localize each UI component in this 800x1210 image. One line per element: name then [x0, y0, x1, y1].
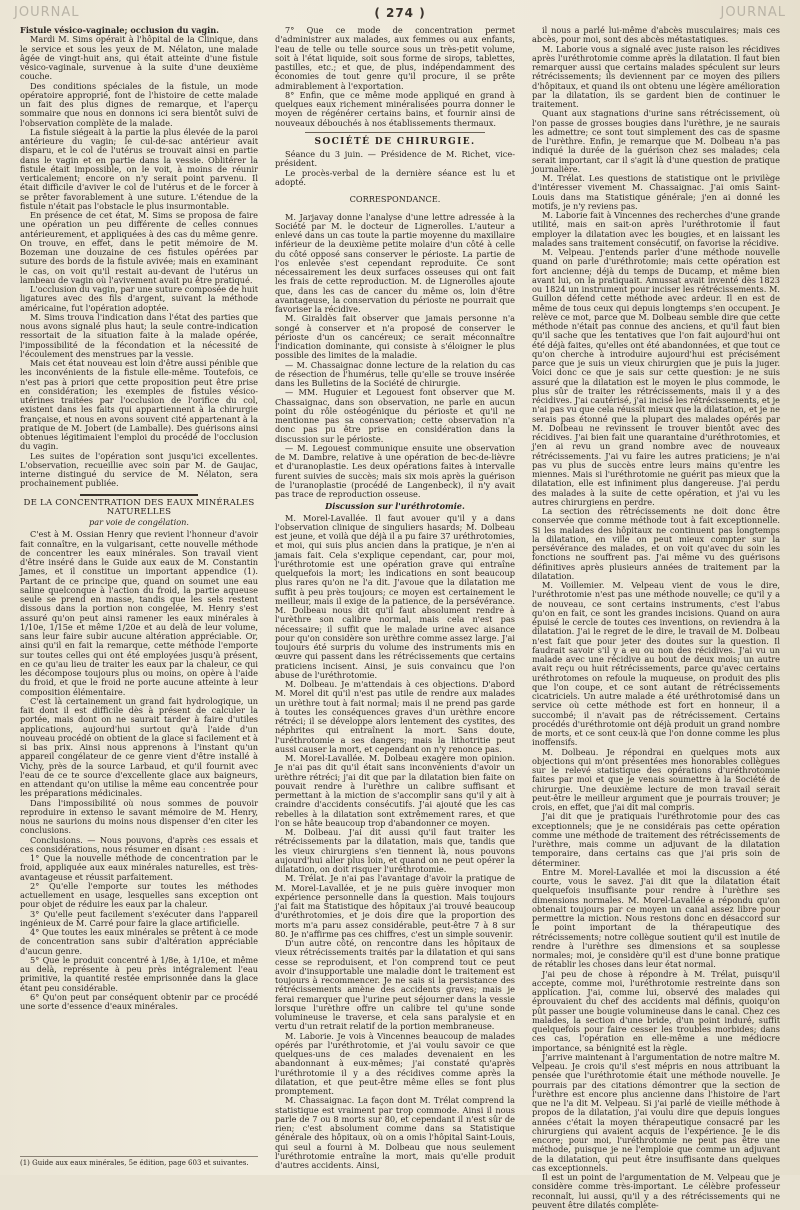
- paragraph: — M. Legouest communique ensuite une observation de M. Dambre, relative à une opération de bec-de-lièvre et d'uranoplastie. Les deux opérations faites à intervalle furent suivies de succès; mais six mois après la guérison de l'uranoplastie (procédé de Langenbeck), il n'y avait pas trace de reproduction osseuse.: [275, 442, 515, 500]
- paragraph: C'est là certainement un grand fait hydrologique, un fait dont il est difficile dès à présent de calculer la portée, mais dont on ne saurait tarder à faire d'utiles applications, aujourd'hui surtout qu'à l'aide d'un nouveau procédé on obtient de la glace si facilement et à si bas prix. Ainsi nous apprenons à l'instant qu'un appareil congélateur de ce genre vient d'être installé à Vichy, près de la source Larbaud, et qu'il fournit avec l'eau de ce te source d'excellente glace aux baigneurs, en attendant qu'on utilise la même eau concentrée pour les préparations médicinales.: [20, 695, 258, 799]
- society-heading: SOCIÉTÉ DE CHIRURGIE.: [314, 136, 476, 147]
- paragraph: 6° Qu'on peut par conséquent obtenir par ce procédé une sorte d'essence d'eaux minérales.: [20, 991, 258, 1011]
- paragraph: M. Sims trouva l'indication dans l'état des parties que nous avons signalé plus haut; la seule contre-indication ressortait de la situation faite à la malade opérée, l'impossibilité de la fécondation et la nécessité de l'écoulement des menstrues par la vessie.: [20, 311, 258, 359]
- bleedthrough-right: JOURNAL: [720, 5, 786, 20]
- page-header: [0, 2, 800, 24]
- bleedthrough-left: JOURNAL: [14, 5, 80, 20]
- paragraph: 5° Que le produit concentré à 1/8e, à 1/10e, et même au delà, représente à peu près intégralement l'eau primitive, la quantité restée emprisonnée dans la glace étant peu considérable.: [20, 954, 258, 993]
- paragraph: — M. Chassaignac donne lecture de la relation du cas de résection de l'humérus, telle qu'elle se trouve insérée dans les Bulletins de la Société de chirurgie.: [275, 359, 515, 389]
- paragraph: M. Dolbeau. J'ai dit aussi qu'il faut traiter les rétrécissements par la dilatation, mais que, tandis que les vieux chirurgiens s'en tiennent là, nous pouvons aujourd'hui aller plus loin, et quand on ne peut opérer la dilatation, on doit risquer l'uréthrotomie.: [275, 827, 515, 875]
- paragraph: Mardi M. Sims opérait à l'hôpital de la Clinique, dans le service et sous les yeux de M. Nélaton, une malade âgée de vingt-huit ans, qui était atteinte d'une fistule vésico-vaginale, survenue à la suite d'une deuxième couche.: [20, 34, 258, 82]
- article-subtitle-eaux: par voie de congélation.: [88, 517, 190, 527]
- paragraph: M. Trélat. Je n'ai pas l'avantage d'avoir la pratique de M. Morel-Lavallée, et je ne puis guère invoquer mon expérience personnelle dans la question. Mais toujours j'ai fait ma Statistique des hôpitaux j'ai trouvé beaucoup d'uréthrotomies, et je dois dire que la proportion des morts m'a paru assez considérable, peut-être 7 à 8 sur 80. Je n'affirme pas ces chiffres, c'est un simple souvenir.: [275, 873, 515, 939]
- paragraph: 3° Qu'elle peut facilement s'exécuter dans l'appareil ingénieux de M. Carré pour faire la glace artificielle.: [20, 908, 258, 928]
- paragraph: M. Morel-Lavallée. Il faut avouer qu'il y a dans l'observation clinique de singuliers hasards; M. Dolbeau est jeune, et voilà que déjà il a pu faire 37 uréthrotomies, et moi, qui suis plus ancien dans la pratique, je n'en ai jamais fait. Cela s'explique cependant, car, pour moi, l'uréthrotomie est une opération grave qui entraîne quelquefois la mort; les indications en sont beaucoup plus rares qu'on ne l'a dit. J'avoue que la dilatation me suffit à peu près toujours; ce moyen est certainement le meilleur, mais il exige de la patience, de la persévérance. M. Dolbeau nous dit qu'il faut absolument rendre à l'urèthre son calibre normal, mais cela n'est pas nécessaire; il suffit que le malade urine avec aisance pour qu'on considère son urèthre comme assez large. J'ai toujours été surpris du volume des instruments mis en œuvre qui passent dans les rétrécissements que certains praticiens incisent. Ainsi, je suis convaincu que l'on abuse de l'uréthrotomie.: [275, 512, 515, 680]
- seance-line: Séance du 3 juin. — Présidence de M. Richet, vice-président.: [275, 149, 515, 169]
- paragraph: M. Voillemier. M. Velpeau vient de vous le dire, l'uréthrotomie n'est pas une méthode nouvelle; ce qu'il y a de nouveau, ce sont certains instruments, c'est l'abus qu'on en fait, ce sont les grandes incisions. Quand on aura épuisé le cercle de toutes ces inventions, on reviendra à la dilatation. J'ai le regret de le dire, le travail de M. Dolbeau n'est fait que pour jeter des doutes sur la question. Il faudrait savoir s'il y a eu ou non des récidives. J'ai vu un malade avec une récidive au bout de deux mois; un autre avait reçu ou huit rétrécissements, parce qu'avec certains uréthrotomes on refoule la muqueuse, on produit des plis que l'on coupe, et ce sont autant de rétrécissements cicatriciels. Un autre malade a été uréthrotomisé dans un service où cette méthode est fort en honneur, il a succombé; il n'avait pas de rétrécissement. Certains procédés d'uréthrotomie ont déjà produit un grand nombre de morts, et ce sont ceux-là que l'on donne comme les plus inoffensifs.: [532, 580, 780, 748]
- paragraph: Conclusions. — Nous pouvons, d'après ces essais et ces considérations, nous résumer en disant :: [20, 834, 258, 854]
- column-right: [532, 25, 780, 1210]
- paragraph: Les suites de l'opération sont jusqu'ici excellentes. L'observation, recueillie avec soin par M. de Gaujac, interne distingué du service de M. Nélaton, sera prochainement publiée.: [20, 450, 258, 489]
- paragraph: 2° Qu'elle l'emporte sur toutes les méthodes actuellement en usage, lesquelles sans exception ont pour objet de réduire les eaux par la chaleur.: [20, 880, 258, 910]
- paragraph: il nous a parlé lui-même d'abcès musculaires; mais ces abcès, pour moi, sont des abcès métastatiques.: [532, 25, 780, 45]
- paragraph: M. Laborie vous a signalé avec juste raison les récidives après l'uréthrotomie comme après la dilatation. Il faut bien remarquer aussi que certains malades spéculent sur leurs rétrécissements; ils deviennent par ce moyen des piliers d'hôpitaux, et quand ils ont obtenu une légère amélioration par la dilatation, ils se gardent bien de continuer le traitement.: [532, 43, 780, 109]
- paragraph: Dans l'impossibilité où nous sommes de pouvoir reproduire in extenso le savant mémoire de M. Henry, nous ne saurions du moins nous dispenser d'en citer les conclusions.: [20, 797, 258, 836]
- paragraph: En présence de cet état, M. Sims se proposa de faire une opération un peu différente de celles connues antérieurement, et appliquées à des cas du même genre. On trouve, en effet, dans le petit mémoire de M. Bozeman une douzaine de ces fistules opérées par suture des bords de la fistule avivée; mais en examinant le cas, on voit qu'il restait au-devant de l'utérus un lambeau de vagin où l'avivement avait pu être pratiqué.: [20, 210, 258, 285]
- paragraph: Mais cet état nouveau est loin d'être aussi pénible que les inconvénients de la fistule elle-même. Toutefois, ce n'est pas à priori que cette proposition peut être prise en considération; les exemples de fistules vésico-utérines traitées par l'occlusion de l'orifice du col, existent dans les faits qui appartiennent à la chirurgie française, et nous en avons souvent cité appartenant à la pratique de M. Jobert (de Lamballe). Des guérisons ainsi obtenues légitimaient l'emploi du procédé de l'occlusion du vagin.: [20, 358, 258, 452]
- paragraph: M. Morel-Lavallée. M. Dolbeau exagère mon opinion. Je n'ai pas dit qu'il était sans inconvénients d'avoir un urèthre rétréci; j'ai dit que par la dilatation bien faite on pouvait rendre à l'urèthre un calibre suffisant et permettant à la miction de s'accomplir sans qu'il y ait à craindre d'accidents consécutifs. J'ai ajouté que les cas rebelles à la dilatation sont extrêmement rares, et que l'on se hâte beaucoup trop d'abandonner ce moyen.: [275, 753, 515, 828]
- discussion-heading: Discussion sur l'uréthrotomie.: [325, 501, 465, 512]
- paragraph: M. Trélat. Les questions de statistique ont le privilège d'intéresser vivement M. Chassaignac. J'ai omis Saint-Louis dans ma Statistique générale; j'en ai donné les motifs, je n'y reviens pas.: [532, 173, 780, 211]
- paragraph: L'occlusion du vagin, par une suture composée de huit ligatures avec des fils d'argent, suivant la méthode américaine, fut l'opération adoptée.: [20, 284, 258, 313]
- paragraph: 4° Que toutes les eaux minérales se prêtent à ce mode de concentration sans subir d'altération appréciable d'aucun genre.: [20, 927, 258, 956]
- discussion-body: [275, 514, 515, 1171]
- proces-verbal-line: Le procès-verbal de la dernière séance est lu et adopté.: [275, 167, 515, 187]
- paragraph: 1° Que la nouvelle méthode de concentration par le froid, appliquée aux eaux minérales naturelles, est très-avantageuse et réussit parfaitement.: [20, 853, 258, 882]
- paragraph: J'arrive maintenant à l'argumentation de notre maître M. Velpeau. Je crois qu'il s'est mépris en nous attribuant la pensée que l'uréthrotomie était une méthode nouvelle. Je pourrais par des citations démontrer que la section de l'urèthre est encore plus ancienne dans l'histoire de l'art que ne l'a dit M. Velpeau. Si j'ai parlé de vieille méthode à propos de la dilatation, j'ai voulu dire que depuis longues années c'était la moyen thérapeutique consacré par les chirurgiens qui avaient acquis de l'expérience. Je le dis encore; pour moi, l'uréthrotomie ne peut pas être une méthode, puisque je ne l'emploie que comme un adjuvant de la dilatation, qui peut être insuffisante dans quelques cas exceptionnels.: [532, 1051, 780, 1173]
- paragraph: M. Jarjavay donne l'analyse d'une lettre adressée à la Société par M. le docteur de Lignerolles. L'auteur a enlevé dans un cas toute la partie moyenne du maxillaire inférieur de la deuxième petite molaire d'un côté à celle du côté opposé sans conserver le périoste. La partie de l'os enlevée s'est cependant reproduite. Ce sont nécessairement les deux surfaces osseuses qui ont fait les frais de cette reproduction. M. de Lignerolles ajoute que, dans les cas de cancer du même os, loin d'être avantageuse, la conservation du périoste ne pourrait que favoriser la récidive.: [275, 211, 515, 315]
- paragraph: La fistule siégeait à la partie la plus élevée de la paroi antérieure du vagin; le cul-de-sac antérieur avait disparu, et le col de l'utérus se trouvait ainsi en partie dans le vagin et en partie dans la vessie. Oblitérer la fistule était impossible, on le voit, à moins de réunir verticalement; encore on n'y serait point parvenu. Il était difficile d'aviver le col de l'utérus et de le forcer à se prêter favorablement à une suture. L'étendue de la fistule n'était pas l'obstacle le plus insurmontable.: [20, 126, 258, 211]
- paragraph: Il est un point de l'argumentation de M. Velpeau que je considère comme très-important. Le célèbre professeur reconnaît, lui aussi, qu'il y a des rétrécissements qui ne peuvent être dilatés complète-: [532, 1172, 780, 1210]
- paragraph: Entre M. Morel-Lavallée et moi la discussion a été courte, vous le savez. J'ai dit que la dilatation était quelquefois insuffisante pour rendre à l'urèthre ses dimensions normales. M. Morel-Lavallée a répondu qu'on obtenait toujours par ce moyen un canal assez libre pour permettre la miction. Nous restons donc en désaccord sur le point important de la thérapeutique des rétrécissements; notre collègue soutient qu'il est inutile de rendre à l'urèthre ses dimensions et sa souplesse normales; moi, je considère qu'il est d'une bonne pratique de rétablir les choses dans leur état normal.: [532, 866, 780, 970]
- paragraph: 8° Enfin, que ce même mode appliqué en grand à quelques eaux richement minéralisées pourra donner le moyen de régénérer certains bains, et fournir ainsi de nouveaux débouchés à nos établissements thermaux.: [275, 89, 515, 128]
- footnote: (1) Guide aux eaux minérales, 5e édition, page 603 et suivantes.: [20, 1156, 258, 1167]
- page-number: ( 274 ): [374, 6, 426, 20]
- paragraph: Quant aux stagnations d'urine sans rétrécissement, où l'on passe de grosses bougies dans l'urèthre, je ne saurais les admettre; ce sont tout simplement des cas de spasme de l'urèthre. Enfin, je remarque que M. Dolbeau n'a pas indiqué la durée de la guérison chez ses malades; cela serait important, car il s'agit là d'une question de pratique journalière.: [532, 108, 780, 174]
- paragraph: J'ai peu de chose à répondre à M. Trélat, puisqu'il accepte, comme moi, l'uréthrotomie restreinte dans son application. J'ai, comme lui, observé des malades qui éprouvaient du chef des accidents mal définis, quoiqu'on pût passer une bougie volumineuse dans le canal. Chez ces malades, la section d'une bride, d'un point induré, suffit quelquefois pour faire cesser les troubles morbides; dans ces cas, l'opération en elle-même a une médiocre importance, sa bénignité est la règle.: [532, 968, 780, 1053]
- correspondance-heading: CORRESPONDANCE.: [349, 194, 441, 205]
- paragraph: M. Dolbeau. Je m'attendais à ces objections. D'abord M. Morel dit qu'il n'est pas utile de rendre aux malades un urèthre tout à fait normal; mais il ne prend pas garde à toutes les conséquences graves d'un urèthre encore rétréci; il se développe alors lentement des cystites, des néphrites qui entraînent la mort. Sans doute, l'uréthrotomie a ses dangers; mais la lithotritie peut aussi causer la mort, et cependant on n'y renonce pas.: [275, 679, 515, 754]
- section-divider: [80, 494, 198, 496]
- paragraph: M. Dolbeau. Je répondrai en quelques mots aux objections qui m'ont présentées mes honorables collègues sur le relevé statistique des opérations d'uréthrotomie faites par moi et que je venais soumettre à la Société de chirurgie. Une deuxième lecture de mon travail serait peut-être le meilleur argument que je pourrais trouver; je crois, en effet, que j'ai dit mal compris.: [532, 746, 780, 812]
- discussion-body-continued: [532, 26, 780, 1210]
- correspondance-body: [275, 213, 515, 500]
- paragraph: Des conditions spéciales de la fistule, un mode opératoire approprié, font de l'histoire de cette malade un fait des plus dignes de remarque, et l'aperçu sommaire que nous en donnons ici sera bientôt suivi de l'observation complète de la malade.: [20, 80, 258, 128]
- paragraph: M. Laborie. Je vois à Vincennes beaucoup de malades opérés par l'uréthrotomie, et j'ai voulu savoir ce que quelques-uns de ces malades devenaient en les abandonnant à eux-mêmes; j'ai constaté qu'après l'uréthrotomie il y a des récidives comme après la dilatation, et que peut-être même elles se font plus promptement.: [275, 1030, 515, 1097]
- article-title-eaux: DE LA CONCENTRATION DES EAUX MINÉRALES NATURELLES: [23, 497, 255, 517]
- column-middle: [275, 25, 515, 1171]
- section-divider: [305, 132, 485, 133]
- article-body-eaux: [20, 530, 258, 1011]
- paragraph: La section des rétrécissements ne doit donc être conservée que comme méthode tout à fait exceptionnelle. Si les malades des hôpitaux ne continuent pas longtemps la dilatation, en ville on peut mieux compter sur la persévérance des malades, et on voit qu'avec du soin les fonctions ne souffrent pas. J'ai même vu des guérisons définitives après plusieurs années de traitement par la dilatation.: [532, 506, 780, 581]
- paragraph: — MM. Huguier et Legouest font observer que M. Chassaignac, dans son observation, ne parle en aucun point du rôle ostéogénique du périoste et qu'il ne mentionne pas sa conservation; cette observation n'a donc pas pu être prise en considération dans la discussion sur le périoste.: [275, 387, 515, 444]
- article-title-fistule: Fistule vésico-vaginale; occlusion du vagin.: [20, 25, 220, 35]
- paragraph: M. Velpeau. J'entends parler d'une méthode nouvelle quand on parle d'uréthrotomie; mais cette opération est fort ancienne; déjà du temps de Ducamp, et même bien avant lui, on la pratiquait. Amussat avait inventé dès 1823 ou 1824 un instrument pour inciser les rétrécissements. M. Guillon défend cette méthode avec ardeur. Il en est de même de tous ceux qui depuis longtemps s'en occupent. Je relève ce mot, parce que M. Dolbeau semble dire que cette méthode n'était pas connue des anciens, et qu'il faut bien qu'il sache que les tentatives que l'on fait aujourd'hui ont été déjà faites, qu'elles ont été abandonnées, et que tout ce qu'on cherche à introduire aujourd'hui est précisément parce que je suis un vieux chirurgien que je puis la juger. Voici donc ce que je sais sur cette question: je ne suis assuré que la dilatation est le moyen le plus commode, le plus sûr de traiter les rétrécissements, mais il y a des récidives. J'ai cautérisé, j'ai incisé les rétrécissements, et je n'ai pas vu que cela réussît mieux que la dilatation, et je ne serais pas étonné que la plupart des malades opérés par M. Dolbeau ne revinssent le trouver bientôt avec des récidives. J'ai bien fait une quarantaine d'uréthrotomies, et j'en ai revu un grand nombre avec de nouveaux rétrécissements. J'ai vu faire les autres praticiens; je n'ai pas vu plus de succès entre leurs mains qu'entre les miennes. Mais si l'uréthrotomie ne guérit pas mieux que la dilatation, elle est infiniment plus dangereuse. J'ai perdu des malades à la suite de cette opération, et j'ai vu les autres chirurgiens en perdre.: [532, 247, 780, 507]
- paragraph: D'un autre côté, on rencontre dans les hôpitaux de vieux rétrécissements traités par la dilatation et qui sans cesse se reproduisent, et l'on comprend tout ce peut avoir d'insupportable une maladie dont le traitement est toujours à recommencer. Je ne sais si la persistance des rétrécissements amène des accidents graves; mais je ferai remarquer que l'urine peut séjourner dans la vessie lorsque l'urèthre offre un calibre tel qu'une sonde volumineuse le traverse, et cela sans paralysie et en vertu d'un retrait relatif de la portion membraneuse.: [275, 938, 515, 1032]
- paragraph: C'est à M. Ossian Henry que revient l'honneur d'avoir fait connaître, en la vulgarisant, cette nouvelle méthode de concentrer les eaux minérales. Son travail vient d'être inséré dans le Guide aux eaux de M. Constantin James, et il constitue un important appendice (1). Partant de ce principe que, quand on soumet une eau saline quelconque à l'action du froid, la partie aqueuse seule se prend en masse, tandis que les sels restent dissous dans la portion non congelée, M. Henry s'est assuré qu'on peut ainsi ramener les eaux minérales à 1/10e, 1/15e et même 1/20e et au delà de leur volume, sans leur faire subir aucune altération appréciable. Or, ainsi qu'il en fait la remarque, cette méthode l'emporte sur toutes celles qui ont été employées jusqu'à présent, en ce qu'au lieu de traiter les eaux par la chaleur, ce qui les décompose toujours plus ou moins, on opère à l'aide du froid, et que le froid ne porte aucune atteinte à leur composition élémentaire.: [20, 529, 258, 697]
- paragraph: J'ai dit que je pratiquais l'uréthrotomie pour des cas exceptionnels; que je ne considérais pas cette opération comme une méthode de traitement des rétrécissements de l'urèthre, mais comme un adjuvant de la dilatation temporaire, dans certains cas que j'ai pris soin de déterminer.: [532, 811, 780, 868]
- column-left: [20, 26, 258, 1166]
- paragraph: M. Laborie fait à Vincennes des recherches d'une grande utilité, mais en sait-on après l'uréthrotomie il faut employer la dilatation avec les bougies, et en laissant les malades sans traitement consécutif, on favorise la récidive.: [532, 210, 780, 248]
- paragraph: M. Chassaignac. La façon dont M. Trélat comprend la statistique est vraiment par trop commode. Ainsi il nous parle de 7 ou 8 morts sur 80, et cependant il n'est sûr de rien; c'est absolument comme dans sa Statistique générale des hôpitaux, où on a omis l'hôpital Saint-Louis, qui seul a fourni à M. Dolbeau que nous seulement l'uréthrotomie entraîne la mort, mais qu'elle produit d'autres accidents. Ainsi,: [275, 1095, 515, 1171]
- paragraph: M. Giraldès fait observer que jamais personne n'a songé à conserver et n'a proposé de conserver le périoste d'un os cancéreux; ce serait méconnaître l'indication dominante, qui consiste à s'éloigner le plus possible des limites de la maladie.: [275, 313, 515, 361]
- article-body-fistule: [20, 35, 258, 488]
- paragraph: 7° Que ce mode de concentration permet d'administrer aux malades, aux femmes ou aux enfants, l'eau de telle ou telle source sous un très-petit volume, soit à l'état liquide, soit sous forme de sirops, tablettes, pastilles, etc.; et que, de plus, indépendamment des économies de tout genre qu'il procure, il se prête admirablement à l'exportation.: [275, 25, 515, 91]
- article-body-eaux-continued: [275, 26, 515, 128]
